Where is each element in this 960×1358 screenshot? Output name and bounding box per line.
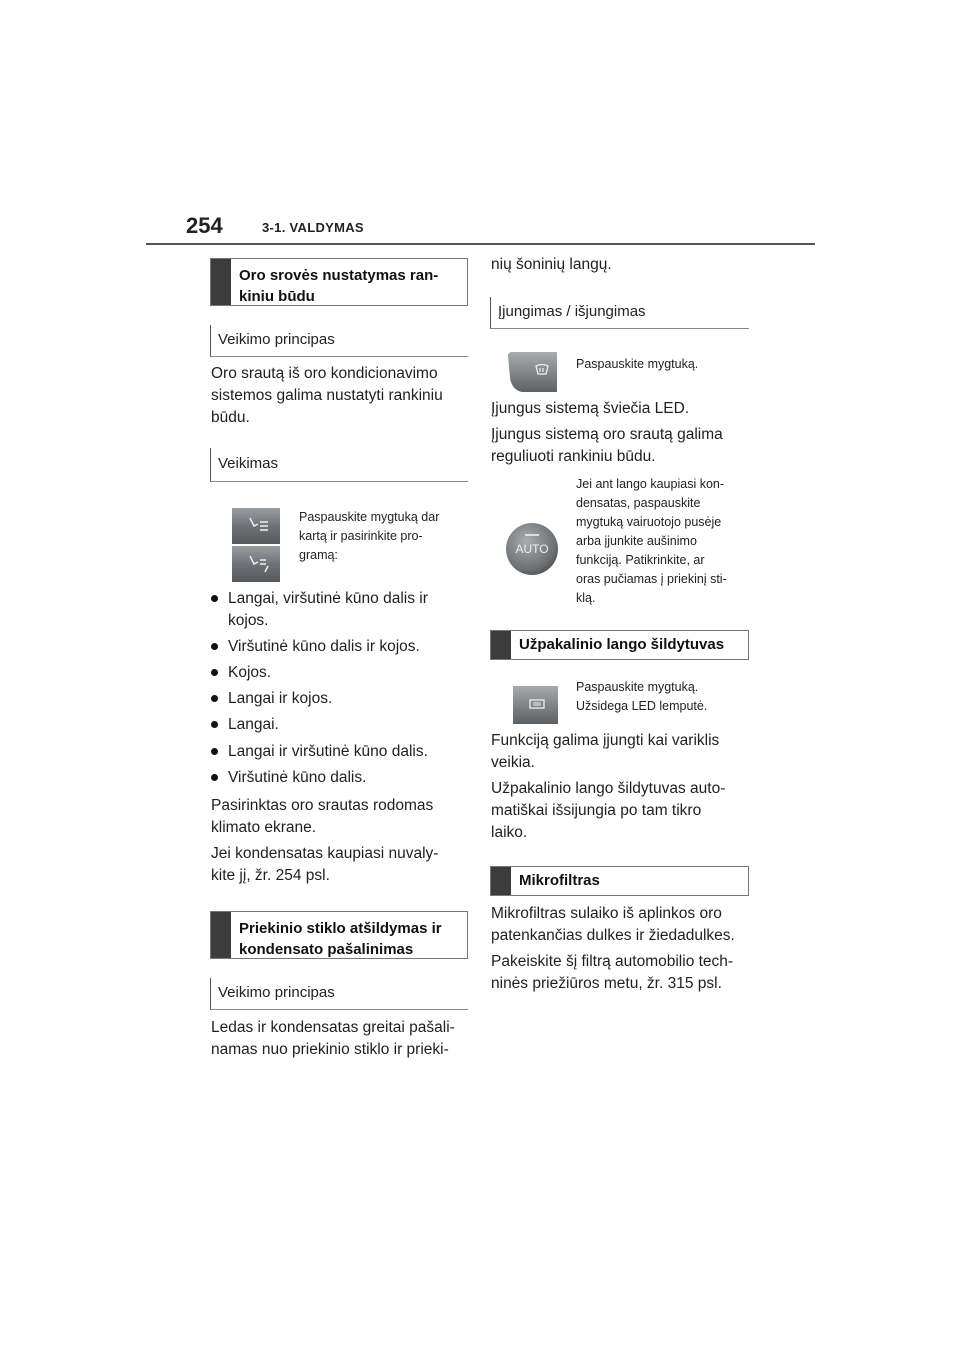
airflow-buttons-image xyxy=(232,508,280,582)
text-line: kartą ir pasirinkite pro- xyxy=(299,529,423,543)
text-line: Įjungus sistemą oro srautą galima xyxy=(491,426,723,443)
text-line: laiko. xyxy=(491,824,528,841)
heading-box-airflow-manual xyxy=(210,258,468,306)
caption-rear-defrost xyxy=(576,678,751,716)
text-line: Funkciją galima įjungti kai variklis xyxy=(491,732,720,749)
text-line: Ledas ir kondensatas greitai pašali- xyxy=(211,1019,455,1036)
windshield-defrost-button-image xyxy=(508,352,557,392)
text-line: gramą: xyxy=(299,548,338,562)
text-line: matiškai išsijungia po tam tikro xyxy=(491,802,702,819)
text-line: Jei kondensatas kaupiasi nuvaly- xyxy=(211,845,439,862)
caption-condensation xyxy=(576,475,756,608)
heading-box-windshield-defrost xyxy=(210,911,468,959)
text-line: kojos. xyxy=(228,612,269,629)
heading-line: Oro srovės nustatymas ran- xyxy=(239,267,439,284)
text-line: Langai. xyxy=(228,716,279,733)
auto-label: AUTO xyxy=(515,542,549,556)
text-line: densatas, paspauskite xyxy=(576,496,701,510)
text-line: ninės priežiūros metu, žr. 315 psl. xyxy=(491,975,722,992)
text-line: Užsidega LED lemputė. xyxy=(576,699,708,713)
paragraph xyxy=(491,903,756,947)
paragraph xyxy=(491,424,751,468)
page-number: 254 xyxy=(186,213,223,238)
heading-line: kondensato pašalinimas xyxy=(239,941,414,958)
text-line: klimato ekrane. xyxy=(211,819,317,836)
bullet-icon xyxy=(211,748,218,755)
subheading-operating-principle: Veikimo principas xyxy=(210,325,468,357)
text-line: Paspauskite mygtuką dar xyxy=(299,510,440,524)
heading-bar xyxy=(211,912,231,958)
heading-line: Priekinio stiklo atšildymas ir xyxy=(239,920,442,937)
text-line: sistemos galima nustatyti rankiniu xyxy=(211,387,443,404)
text-line: namas nuo priekinio stiklo ir prieki- xyxy=(211,1041,449,1058)
subheading-operating-principle: Veikimo principas xyxy=(210,978,468,1010)
paragraph xyxy=(491,730,756,774)
heading-box-rear-defroster xyxy=(490,630,749,660)
text-line: reguliuoti rankiniu būdu. xyxy=(491,448,656,465)
text-line: Langai, viršutinė kūno dalis ir xyxy=(228,590,428,607)
subheading-operation: Veikimas xyxy=(210,448,468,482)
heading-line: Mikrofiltras xyxy=(519,872,600,889)
paragraph xyxy=(491,951,756,995)
text-line: Langai ir kojos. xyxy=(228,690,333,707)
header-divider xyxy=(146,243,815,245)
paragraph xyxy=(211,843,471,887)
text-line: klą. xyxy=(576,591,596,605)
bullet-icon xyxy=(211,721,218,728)
text-line: Mikrofiltras sulaiko iš aplinkos oro xyxy=(491,905,722,922)
text-line: Viršutinė kūno dalis. xyxy=(228,769,367,786)
text-line: Kojos. xyxy=(228,664,272,681)
bullet-icon xyxy=(211,695,218,702)
paragraph xyxy=(211,1017,476,1061)
text-line: funkciją. Patikrinkite, ar xyxy=(576,553,705,567)
text-line: patenkančias dulkes ir žiedadulkes. xyxy=(491,927,735,944)
text-line: Pakeiskite šį filtrą automobilio tech- xyxy=(491,953,734,970)
section-title: 3-1. VALDYMAS xyxy=(262,220,364,235)
heading-bar xyxy=(491,631,511,659)
caption-airflow xyxy=(299,508,469,565)
text-line: Užpakalinio lango šildytuvas auto- xyxy=(491,780,726,797)
text-line: Jei ant lango kaupiasi kon- xyxy=(576,477,725,491)
heading-bar xyxy=(211,259,231,305)
heading-box-microfilter xyxy=(490,866,749,896)
heading-bar xyxy=(491,867,511,895)
paragraph xyxy=(211,795,471,839)
text-line: mygtuką vairuotojo pusėje xyxy=(576,515,722,529)
heading-line: Užpakalinio lango šildytuvas xyxy=(519,636,725,653)
bullet-icon xyxy=(211,774,218,781)
bullet-icon xyxy=(211,595,218,602)
text-line: būdu. xyxy=(211,409,250,426)
bullet-icon xyxy=(211,643,218,650)
text-line: veikia. xyxy=(491,754,535,771)
bullet-icon xyxy=(211,669,218,676)
text-line: Langai ir viršutinė kūno dalis. xyxy=(228,743,428,760)
text-line: Viršutinė kūno dalis ir kojos. xyxy=(228,638,420,655)
subheading-on-off: Įjungimas / išjungimas xyxy=(490,297,749,329)
rear-defrost-button-image xyxy=(513,686,558,724)
paragraph: Įjungus sistemą šviečia LED. xyxy=(491,400,690,417)
text-line: arba įjunkite aušinimo xyxy=(576,534,697,548)
text-line: oras pučiamas į priekinį sti- xyxy=(576,572,727,586)
paragraph xyxy=(491,778,756,844)
text-line: Pasirinktas oro srautas rodomas xyxy=(211,797,434,814)
text-line: kite jį, žr. 254 psl. xyxy=(211,867,330,884)
paragraph xyxy=(211,363,471,429)
auto-knob-image xyxy=(505,520,559,578)
caption-press-button: Paspauskite mygtuką. xyxy=(576,357,699,371)
paragraph: nių šoninių langų. xyxy=(491,256,612,273)
heading-line: kiniu būdu xyxy=(239,288,315,305)
text-line: Oro srautą iš oro kondicionavimo xyxy=(211,365,438,382)
text-line: Paspauskite mygtuką. xyxy=(576,680,699,694)
